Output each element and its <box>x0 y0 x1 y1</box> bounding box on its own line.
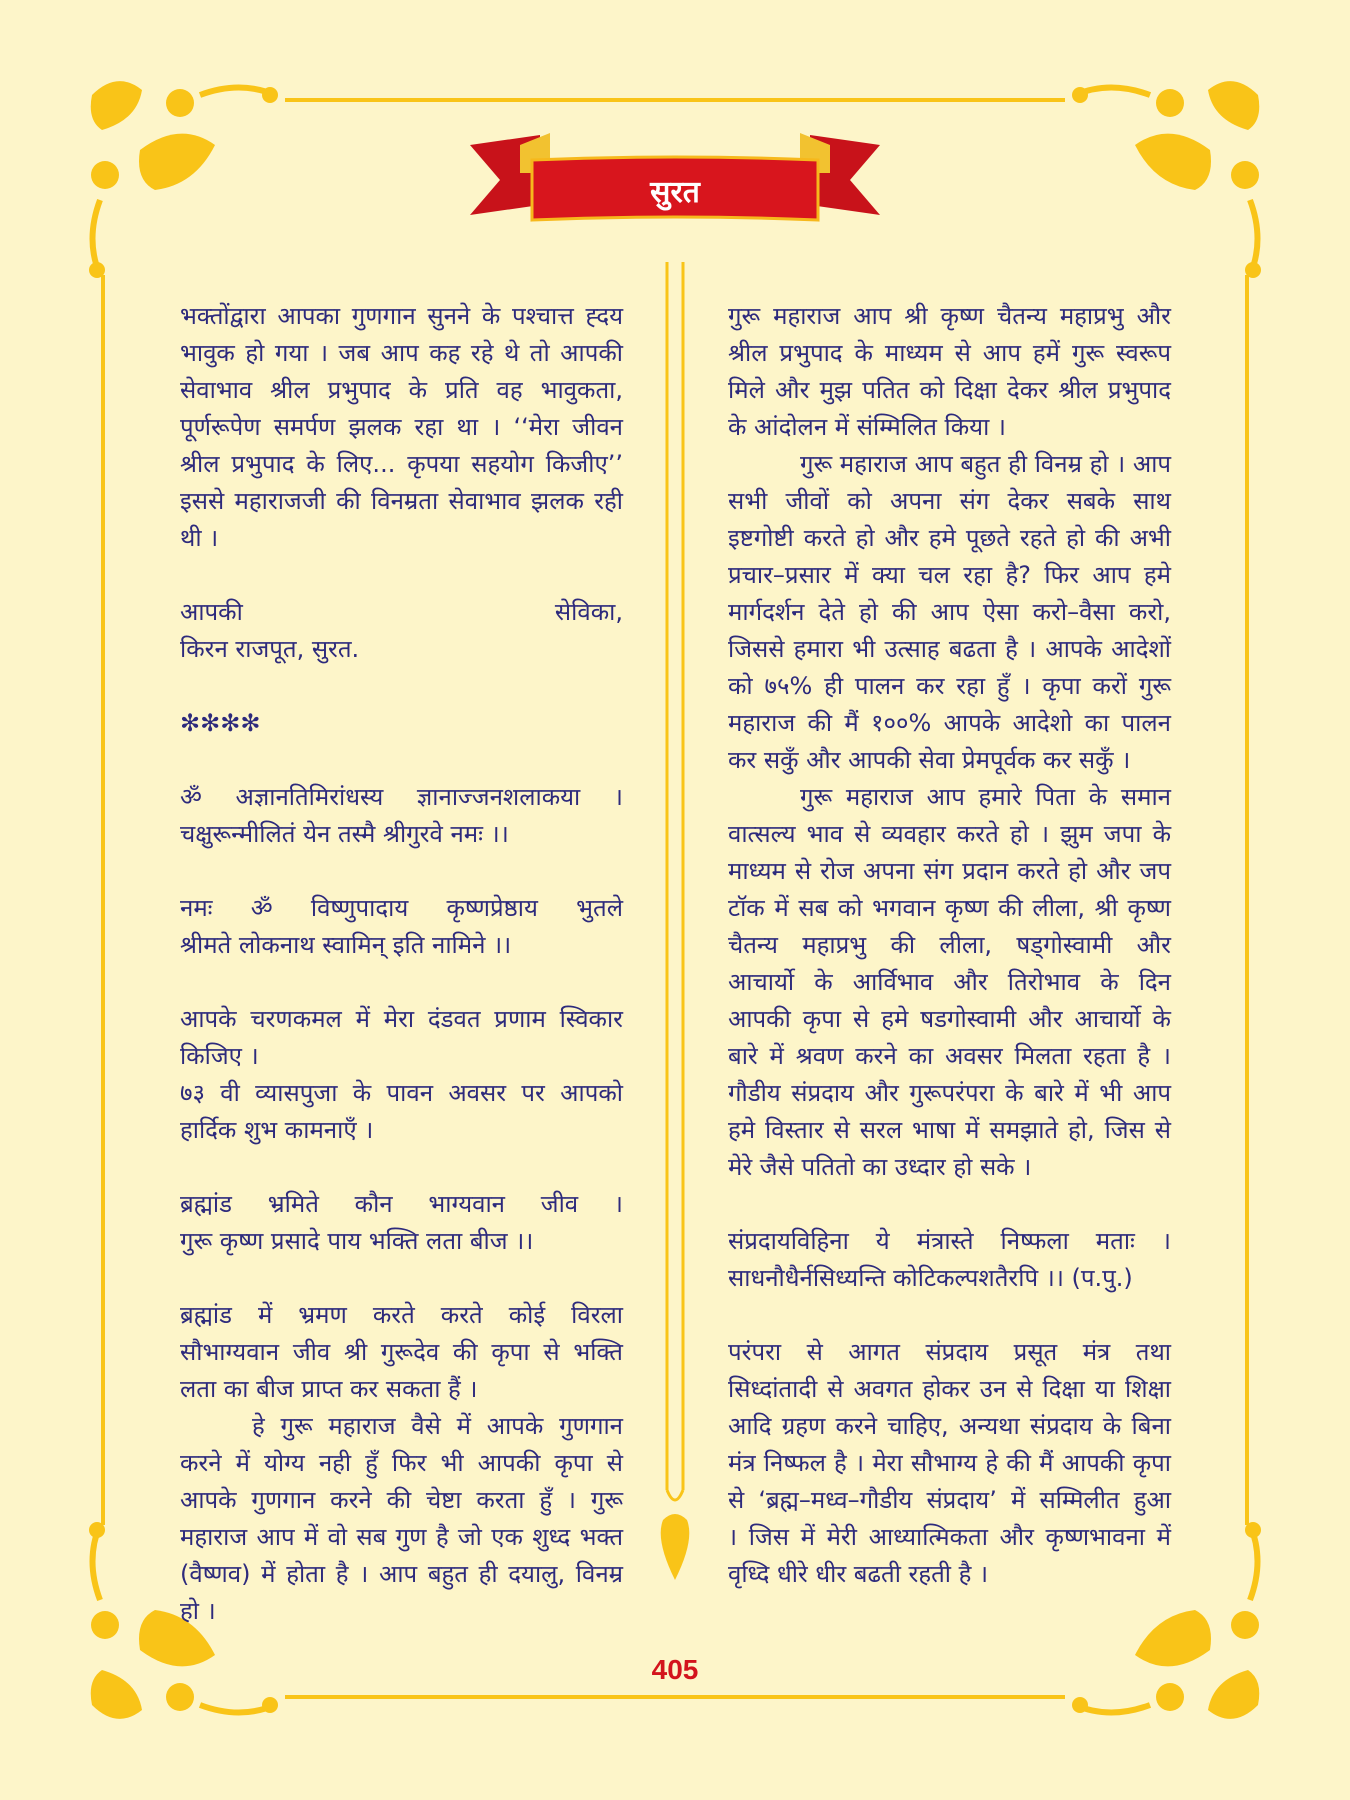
text-line: संप्रदायविहिना ये मंत्रास्ते निष्फला मताः । <box>728 1227 1171 1255</box>
text-line: थी । <box>180 524 219 552</box>
text-line: महाराज आप में वो सब गुण है जो एक शुध्द भक्त <box>180 1523 623 1551</box>
paragraph <box>180 705 623 742</box>
paragraph-gap <box>180 742 623 779</box>
paragraph <box>728 298 1171 1186</box>
text-line: परंपरा से आगत संप्रदाय प्रसूत मंत्र तथा <box>728 1338 1171 1366</box>
page-title: सुरत <box>650 175 700 210</box>
text-line: के आंदोलन में संम्मिलित किया । <box>728 413 1007 441</box>
paragraph <box>180 779 623 853</box>
text-line: किरन राजपूत, सुरत. <box>180 635 360 663</box>
text-line: हो । <box>180 1597 216 1625</box>
text-line: आदि ग्रहण करने चाहिए, अन्यथा संप्रदाय के बिना <box>728 1412 1171 1440</box>
text-line: मिले और मुझ पतित को दिक्षा देकर श्रील प्रभुपाद <box>728 376 1171 404</box>
text-line: वात्सल्य भाव से व्यवहार करते हो । झुम जपा के <box>728 820 1171 848</box>
text-line: मार्गदर्शन देते हो की आप ऐसा करो–वैसा करो, <box>728 598 1171 626</box>
text-line: नमः ॐ विष्णुपादाय कृष्णप्रेष्ठाय भुतले <box>180 894 623 922</box>
text-line: लता का बीज प्राप्त कर सकता हैं । <box>180 1375 478 1403</box>
paragraph-gap <box>180 1149 623 1186</box>
paragraph <box>728 1334 1171 1593</box>
text-line: ✻✻✻✻ <box>180 709 261 737</box>
text-line: इष्टगोष्टी करते हो और हमे पूछते रहते हो की अभी <box>728 524 1171 552</box>
paragraph-gap <box>180 964 623 1001</box>
paragraph <box>180 594 623 668</box>
text-line: हमे विस्तार से सरल भाषा में समझाते हो, जिस से <box>728 1116 1171 1144</box>
text-line: सेवाभाव श्रील प्रभुपाद के प्रति वह भावुकता, <box>180 376 623 404</box>
paragraph <box>180 890 623 964</box>
text-line: प्रचार–प्रसार में क्या चल रहा है? फिर आप हमे <box>728 561 1171 589</box>
paragraph-gap <box>728 1297 1171 1334</box>
page-number: 405 <box>651 1654 699 1685</box>
text-line: । जिस में मेरी आध्यात्मिकता और कृष्णभावना में <box>728 1523 1171 1551</box>
text-line: माध्यम से रोज अपना संग प्रदान करते हो और जप <box>728 857 1171 885</box>
text-line: आपके चरणकमल में मेरा दंडवत प्रणाम स्विकार <box>180 1005 623 1033</box>
paragraph-gap <box>180 668 623 705</box>
paragraph <box>180 1297 623 1630</box>
text-line: हे गुरू महाराज वैसे में आपके गुणगान <box>252 1412 623 1440</box>
paragraph-gap <box>180 557 623 594</box>
text-line: आपकी सेविका, <box>180 598 623 626</box>
text-line: आपकी कृपा से हमे षडगोस्वामी और आचार्यो के <box>728 1005 1171 1033</box>
text-line: चैतन्य महाप्रभु की लीला, षड्गोस्वामी और <box>728 931 1171 959</box>
text-line: महाराज की मैं १००% आपके आदेशो का पालन <box>728 709 1171 737</box>
left-column <box>180 298 623 1630</box>
text-line: भक्तोंद्वारा आपका गुणगान सुनने के पश्चात्त ह्दय <box>180 302 623 330</box>
divider-drop-icon <box>661 1514 690 1580</box>
paragraph-gap <box>180 853 623 890</box>
text-line: मेरे जैसे पतितो का उध्दार हो सके । <box>728 1153 1032 1181</box>
text-line: ब्रह्मांड में भ्रमण करते करते कोई विरला <box>180 1301 623 1329</box>
text-line: करने में योग्य नही हुँ फिर भी आपकी कृपा से <box>180 1449 623 1477</box>
text-line: गुरू महाराज आप श्री कृष्ण चैतन्य महाप्रभु और <box>728 302 1171 330</box>
text-line: चक्षुरून्मीलितं येन तस्मै श्रीगुरवे नमः ।। <box>180 820 509 848</box>
text-line: श्रील प्रभुपाद के लिए... कृपया सहयोग किजीए’’ <box>180 450 623 478</box>
text-line: सभी जीवों को अपना संग देकर सबके साथ <box>728 487 1171 515</box>
text-line: को ७५% ही पालन कर रहा हुँ । कृपा करों गुरू <box>728 672 1171 700</box>
paragraph-gap <box>180 1260 623 1297</box>
paragraph <box>180 1186 623 1260</box>
text-line: आचार्यो के आर्विभाव और तिरोभाव के दिन <box>728 968 1171 996</box>
text-line: से ‘ब्रह्म–मध्व–गौडीय संप्रदाय’ में सम्मिलीत हुआ <box>728 1486 1171 1514</box>
text-line: बारे में श्रवण करने का अवसर मिलता रहता है । <box>728 1042 1171 1070</box>
text-line: साधनौधैर्नसिध्यन्ति कोटिकल्पशतैरपि ।। (प.पु.) <box>728 1264 1133 1292</box>
text-line: ब्रह्मांड भ्रमिते कौन भाग्यवान जीव । <box>180 1190 623 1218</box>
text-line: जिससे हमारा भी उत्साह बढता है । आपके आदेशों <box>728 635 1171 663</box>
text-line: श्रीमते लोकनाथ स्वामिन् इति नामिने ।। <box>180 931 512 959</box>
text-line: हार्दिक शुभ कामनाएँ । <box>180 1116 374 1144</box>
text-line: (वैष्णव) में होता है । आप बहुत ही दयालु, विनम्र <box>180 1560 623 1588</box>
text-line: ॐ अज्ञानतिमिरांधस्य ज्ञानाज्जनशलाकया । <box>180 783 623 811</box>
text-line: पूर्णरूपेण समर्पण झलक रहा था । ‘‘मेरा जीवन <box>180 413 623 441</box>
text-line: टॉक में सब को भगवान कृष्ण की लीला, श्री कृष्ण <box>728 894 1171 922</box>
column-divider <box>667 262 683 1500</box>
paragraph <box>180 298 623 557</box>
paragraph <box>180 1001 623 1149</box>
text-line: वृध्दि धीरे धीर बढती रहती है । <box>728 1560 989 1588</box>
text-line: गुरू कृष्ण प्रसादे पाय भक्ति लता बीज ।। <box>180 1227 534 1255</box>
text-line: मंत्र निष्फल है । मेरा सौभाग्य हे की मैं आपकी कृपा <box>728 1449 1171 1477</box>
text-line: सौभाग्यवान जीव श्री गुरूदेव की कृपा से भक्ति <box>180 1338 623 1366</box>
text-line: श्रील प्रभुपाद के माध्यम से आप हमें गुरू स्वरूप <box>728 339 1171 367</box>
text-line: ७३ वी व्यासपुजा के पावन अवसर पर आपको <box>180 1079 623 1107</box>
text-line: सिध्दांतादी से अवगत होकर उन से दिक्षा या शिक्षा <box>728 1375 1171 1403</box>
text-line: इससे महाराजजी की विनम्रता सेवाभाव झलक रही <box>180 487 623 515</box>
paragraph <box>728 1223 1171 1297</box>
text-line: किजिए । <box>180 1042 259 1070</box>
text-line: आपके गुणगान करने की चेष्टा करता हुँ । गुरू <box>180 1486 623 1514</box>
right-column <box>728 298 1171 1593</box>
text-line: कर सकुँ और आपकी सेवा प्रेमपूर्वक कर सकुँ । <box>728 746 1131 774</box>
text-line: गौडीय संप्रदाय और गुरूपरंपरा के बारे में भी आप <box>728 1079 1171 1107</box>
text-line: गुरू महाराज आप हमारे पिता के समान <box>800 783 1171 811</box>
text-line: भावुक हो गया । जब आप कह रहे थे तो आपकी <box>180 339 623 367</box>
text-line: गुरू महाराज आप बहुत ही विनम्र हो । आप <box>800 450 1172 478</box>
paragraph-gap <box>728 1186 1171 1223</box>
